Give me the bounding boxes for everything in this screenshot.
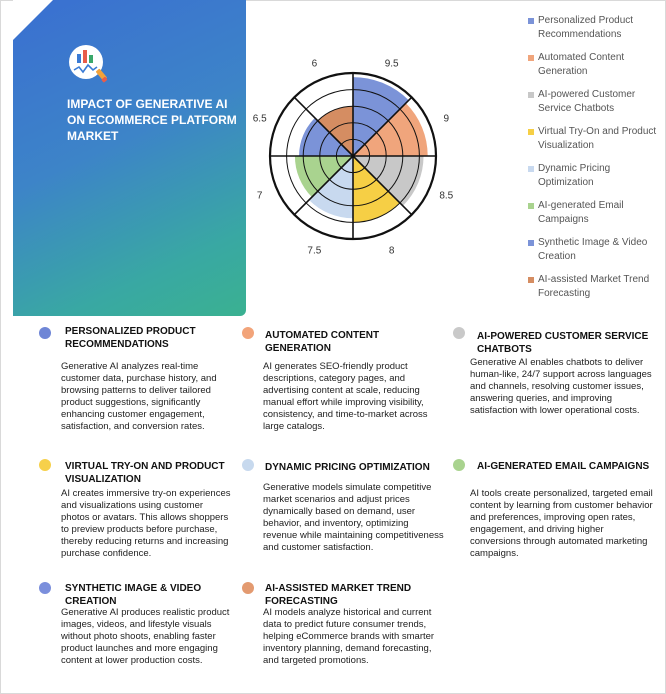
chart-tick-label: 6.5 [252, 113, 267, 125]
legend-item [528, 273, 664, 310]
card-bullet-dot [39, 582, 51, 594]
hero-corner-fold [13, 0, 53, 40]
legend-label: AI-powered Customer Service Chatbots [538, 89, 636, 114]
card-title: AI-POWERED CUSTOMER SERVICE CHATBOTS [477, 331, 649, 355]
card-body: AI models analyze historical and current data to predict future consumer trends, helping eCommerce brands with smarter inventory planning, demand forecasting, and targeted promotions. [263, 607, 435, 666]
card-bullet-dot [242, 459, 254, 471]
legend-label: Dynamic Pricing Optimization [538, 163, 611, 188]
hero-panel [13, 0, 246, 316]
card-title: AI-ASSISTED MARKET TREND FORECASTING [265, 583, 412, 607]
card-bullet-dot [242, 327, 254, 339]
legend-item [528, 51, 664, 88]
legend-item [528, 199, 664, 236]
legend-label: AI-generated Email Campaigns [538, 200, 624, 225]
card-bullet-dot [39, 327, 51, 339]
chart-tick-label: 9.5 [384, 58, 399, 70]
hero-title: IMPACT OF GENERATIVE AI ON ECOMMERCE PLATFORM MARKET [67, 97, 237, 143]
legend-label: Virtual Try-On and Product Visualization [538, 126, 657, 151]
card-bullet-dot [453, 327, 465, 339]
legend-item [528, 88, 664, 125]
legend-swatch [528, 92, 534, 98]
chart-tick-label: 7.5 [307, 245, 322, 257]
legend-item [528, 125, 664, 162]
card-body: Generative AI analyzes real-time customer data, purchase history, and browsing patterns to deliver tailored product suggestions, significantly enhancing customer engagement, satisfaction, and conversion rates. [61, 361, 217, 432]
card-bullet-dot [242, 582, 254, 594]
legend-swatch [528, 18, 534, 24]
card-body: Generative models simulate competitive market scenarios and adjust prices dynamically based on demand, user behavior, and inventory, optimizing revenue while maintaining competitiveness and customer satisfaction. [263, 482, 444, 553]
card-title: AUTOMATED CONTENT GENERATION [265, 330, 380, 354]
chart-tick-label: 8 [388, 245, 395, 257]
legend-label: AI-assisted Market Trend Forecasting [538, 274, 650, 299]
card-bullet-dot [453, 459, 465, 471]
legend-item [528, 162, 664, 199]
legend-swatch [528, 166, 534, 172]
card-body: Generative AI enables chatbots to deliver human-like, 24/7 support across languages and channels, resolving customer issues, answering queries, and improving satisfaction with lower operational costs. [470, 357, 652, 416]
legend-swatch [528, 203, 534, 209]
legend-swatch [528, 55, 534, 61]
legend-swatch [528, 129, 534, 135]
legend-label: Personalized Product Recommendations [538, 15, 634, 40]
card-bullet-dot [39, 459, 51, 471]
chart-tick-label: 8.5 [439, 190, 454, 202]
legend-item [528, 236, 664, 273]
chart-tick-label: 7 [256, 190, 263, 202]
chart-legend [528, 14, 664, 310]
analytics-report-icon [66, 43, 116, 85]
card-body: Generative AI produces realistic product images, videos, and lifestyle visuals without photo shoots, enabling faster product launches and more engaging content at lower production costs. [61, 607, 230, 666]
chart-tick-label: 9 [443, 113, 450, 125]
chart-tick-label: 6 [311, 58, 318, 70]
card-title: AI-GENERATED EMAIL CAMPAIGNS [477, 461, 650, 472]
legend-label: Synthetic Image & Video Creation [538, 237, 648, 262]
card-body: AI generates SEO-friendly product descriptions, category pages, and advertising content at scale, reducing manual effort while improving visibility, consistency, and time-to-market across large catalogs. [263, 361, 428, 432]
card-title: SYNTHETIC IMAGE & VIDEO CREATION [65, 583, 202, 607]
card-body: AI creates immersive try-on experiences and visualizations using customer photos or avatars. This allows shoppers to preview products before purchase, thereby reducing returns and increasing purchase confidence. [61, 488, 231, 559]
legend-swatch [528, 240, 534, 246]
card-title: DYNAMIC PRICING OPTIMIZATION [265, 462, 430, 473]
legend-swatch [528, 277, 534, 283]
card-title: VIRTUAL TRY-ON AND PRODUCT VISUALIZATION [65, 461, 225, 485]
card-title: PERSONALIZED PRODUCT RECOMMENDATIONS [65, 326, 196, 350]
legend-item [528, 14, 664, 51]
polar-area-chart [252, 36, 518, 276]
legend-label: Automated Content Generation [538, 52, 625, 77]
card-body: AI tools create personalized, targeted email content by learning from customer behavior and preferences, improving open rates, engagement, and driving higher conversions through automated marketing campaigns. [470, 488, 653, 559]
